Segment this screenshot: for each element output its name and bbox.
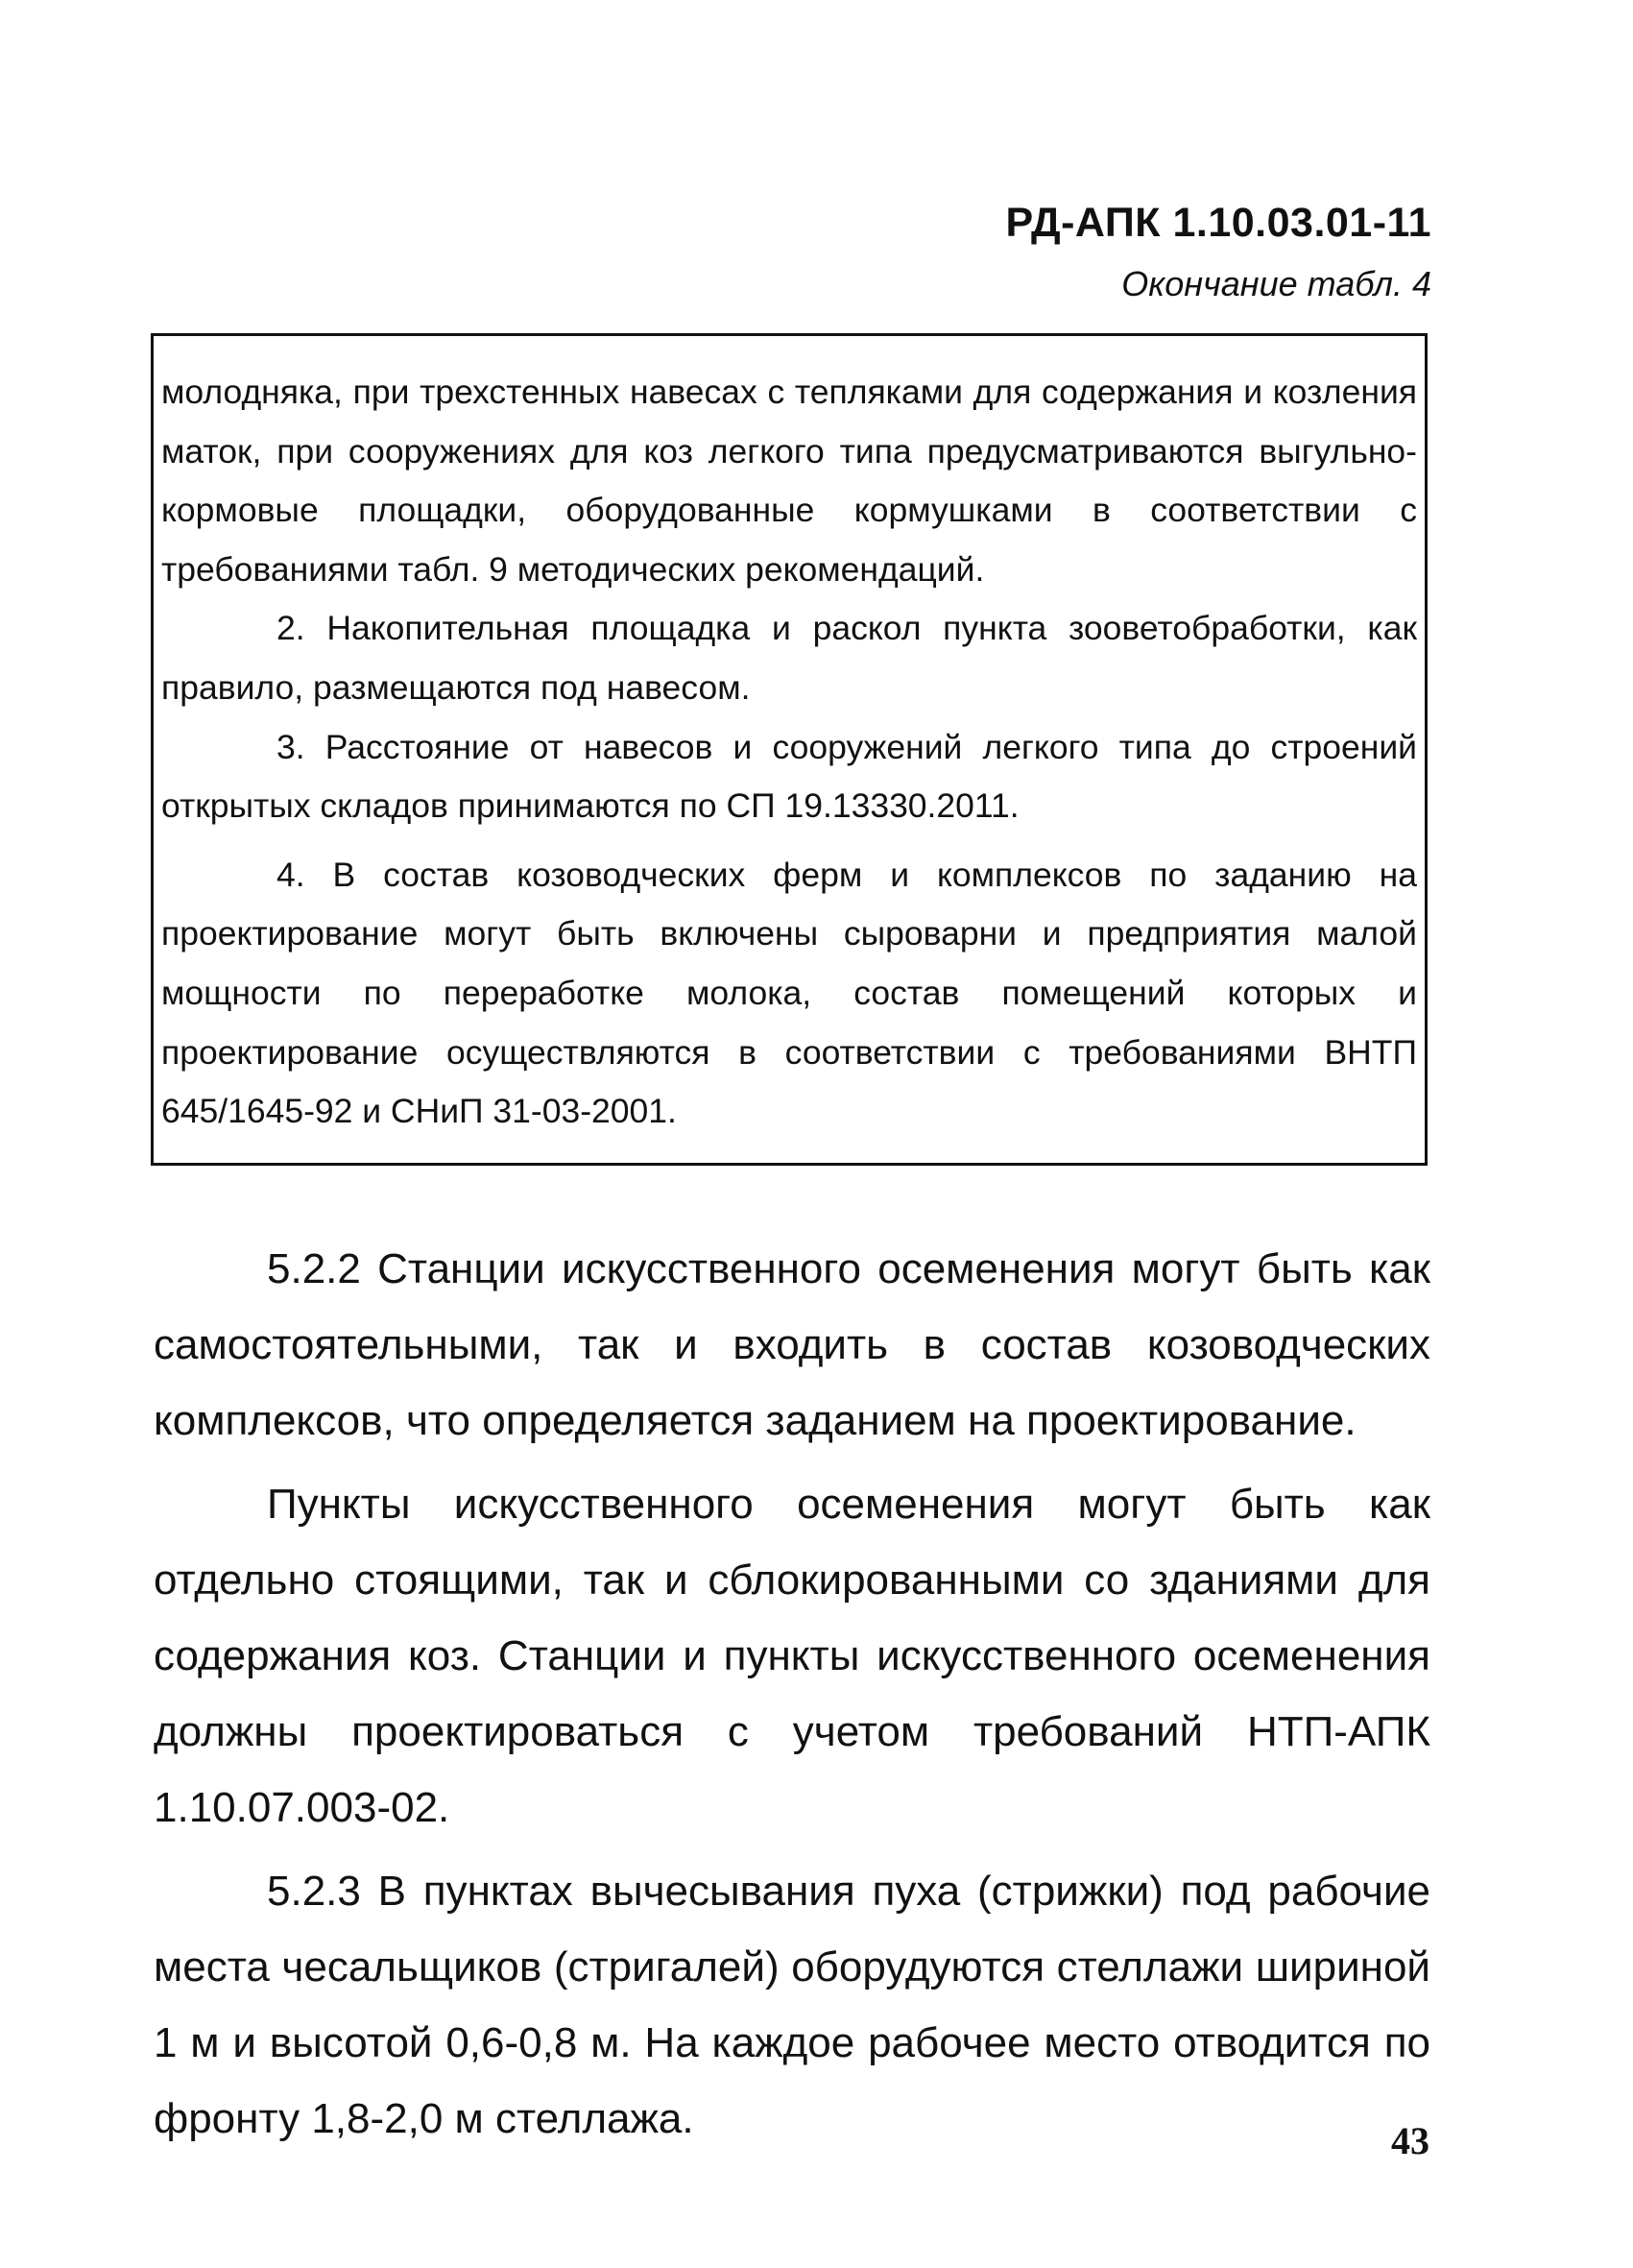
note-1-continuation: молодняка, при трехстенных навесах с тепляками для содержания и козления маток, при сооружениях для коз легкого типа предусматриваются выгульно-кормовые площадки, оборудованные кормушками в соответствии с требованиями табл. 9 методических рекомендаций. [161,373,1417,589]
paragraph-5-2-2: 5.2.2 Станции искусственного осеменения могут быть как самостоятельными, так и входить в состав козоводческих комплексов, что определяется заданием на проектирование. [154,1245,1430,1444]
table-notes-box [151,333,1428,1166]
note-2: 2. Накопительная площадка и раскол пункта зооветобработки, как правило, размещаются под навесом. [161,609,1417,707]
document-code: РД-АПК 1.10.03.01-11 [1005,200,1431,246]
table-continuation-label: Окончание табл. 4 [1121,264,1431,303]
page-number: 43 [1391,2119,1429,2162]
paragraph-insemination-points: Пункты искусственного осеменения могут быть как отдельно стоящими, так и сблокированными со зданиями для содержания коз. Станции и пункты искусственного осеменения должны проектироваться с учетом требований НТП-АПК 1.10.07.003-02. [154,1481,1430,1831]
note-4: 4. В состав козоводческих ферм и комплексов по заданию на проектирование могут быть включены сыроварни и предприятия малой мощности по переработке молока, состав помещений которых и проектирование осуществляются в соответствии с требованиями ВНТП 645/1645-92 и СНиП 31-03-2001. [161,855,1417,1131]
note-3: 3. Расстояние от навесов и сооружений легкого типа до строений открытых складов принимаются по СП 19.13330.2011. [161,727,1417,826]
body-text [154,1231,1430,2164]
paragraph-5-2-3: 5.2.3 В пунктах вычесывания пуха (стрижки) под рабочие места чесальщиков (стригалей) оборудуются стеллажи шириной 1 м и высотой 0,6-0,8 м. На каждое рабочее место отводится по фронту 1,8-2,0 м стеллажа. [154,1868,1430,2142]
